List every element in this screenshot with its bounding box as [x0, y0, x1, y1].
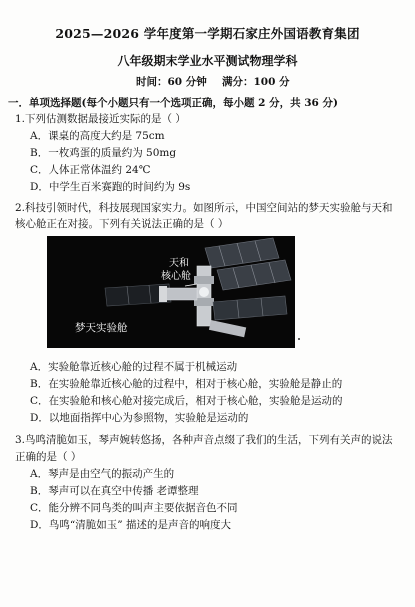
exam-school-title: 2025—2026 学年度第一学期石家庄外国语教育集团 — [55, 26, 360, 41]
figure-label-lab: 梦天实验舱 — [75, 322, 128, 334]
option-c: C．在实验舱和核心舱对接完成后，相对于核心舱，实验舱是运动的 — [30, 395, 343, 407]
exam-time: 时间：60 分钟 — [136, 76, 207, 88]
question-stem-continued: 核心舱正在对接。下列有关说法正确的是（ ） — [15, 218, 229, 230]
option-b: B．一枚鸡蛋的质量约为 50mg — [30, 147, 177, 159]
option-a: A．琴声是由空气的振动产生的 — [30, 468, 175, 480]
option-d: D．鸟鸣“清脆如玉” 描述的是声音的响度大 — [30, 519, 231, 531]
question-stem: 1.下列估测数据最接近实际的是（ ） — [15, 113, 186, 125]
option-d: D．以地面指挥中心为参照物，实验舱是运动的 — [30, 412, 249, 424]
figure-label-core: 天和 — [169, 258, 189, 269]
question-stem: 2.科技引领时代，科技展现国家实力。如图所示，中国空间站的梦天实验舱与天和 — [15, 202, 393, 214]
option-a: A．课桌的高度大约是 75cm — [30, 130, 165, 142]
question-stem: 3.鸟鸣清脆如玉，琴声婉转悠扬，各种声音点缀了我们的生活，下列有关声的说法 — [15, 434, 393, 446]
option-b: B．琴声可以在真空中传播 老谭整理 — [30, 485, 199, 497]
space-station-figure — [47, 236, 295, 348]
option-c: C．能分辨不同鸟类的叫声主要依据音色不同 — [30, 502, 238, 514]
option-d: D．中学生百米赛跑的时间约为 9s — [30, 181, 191, 193]
option-c: C．人体正常体温约 24℃ — [30, 164, 151, 176]
exam-subject-title: 八年级期末学业水平测试物理学科 — [117, 54, 298, 68]
option-a: A．实验舱靠近核心舱的过程不属于机械运动 — [30, 361, 238, 373]
option-b: B．在实验舱靠近核心舱的过程中，相对于核心舱，实验舱是静止的 — [30, 378, 343, 390]
figure-label-core-2: 核心舱 — [161, 271, 191, 282]
section-title: 一．单项选择题(每个小题只有一个选项正确，每小题 2 分，共 36 分) — [8, 97, 338, 109]
stray-mark — [298, 338, 300, 340]
exam-full-score: 满分：100 分 — [222, 76, 290, 88]
question-stem-continued: 正确的是（ ） — [15, 451, 82, 463]
